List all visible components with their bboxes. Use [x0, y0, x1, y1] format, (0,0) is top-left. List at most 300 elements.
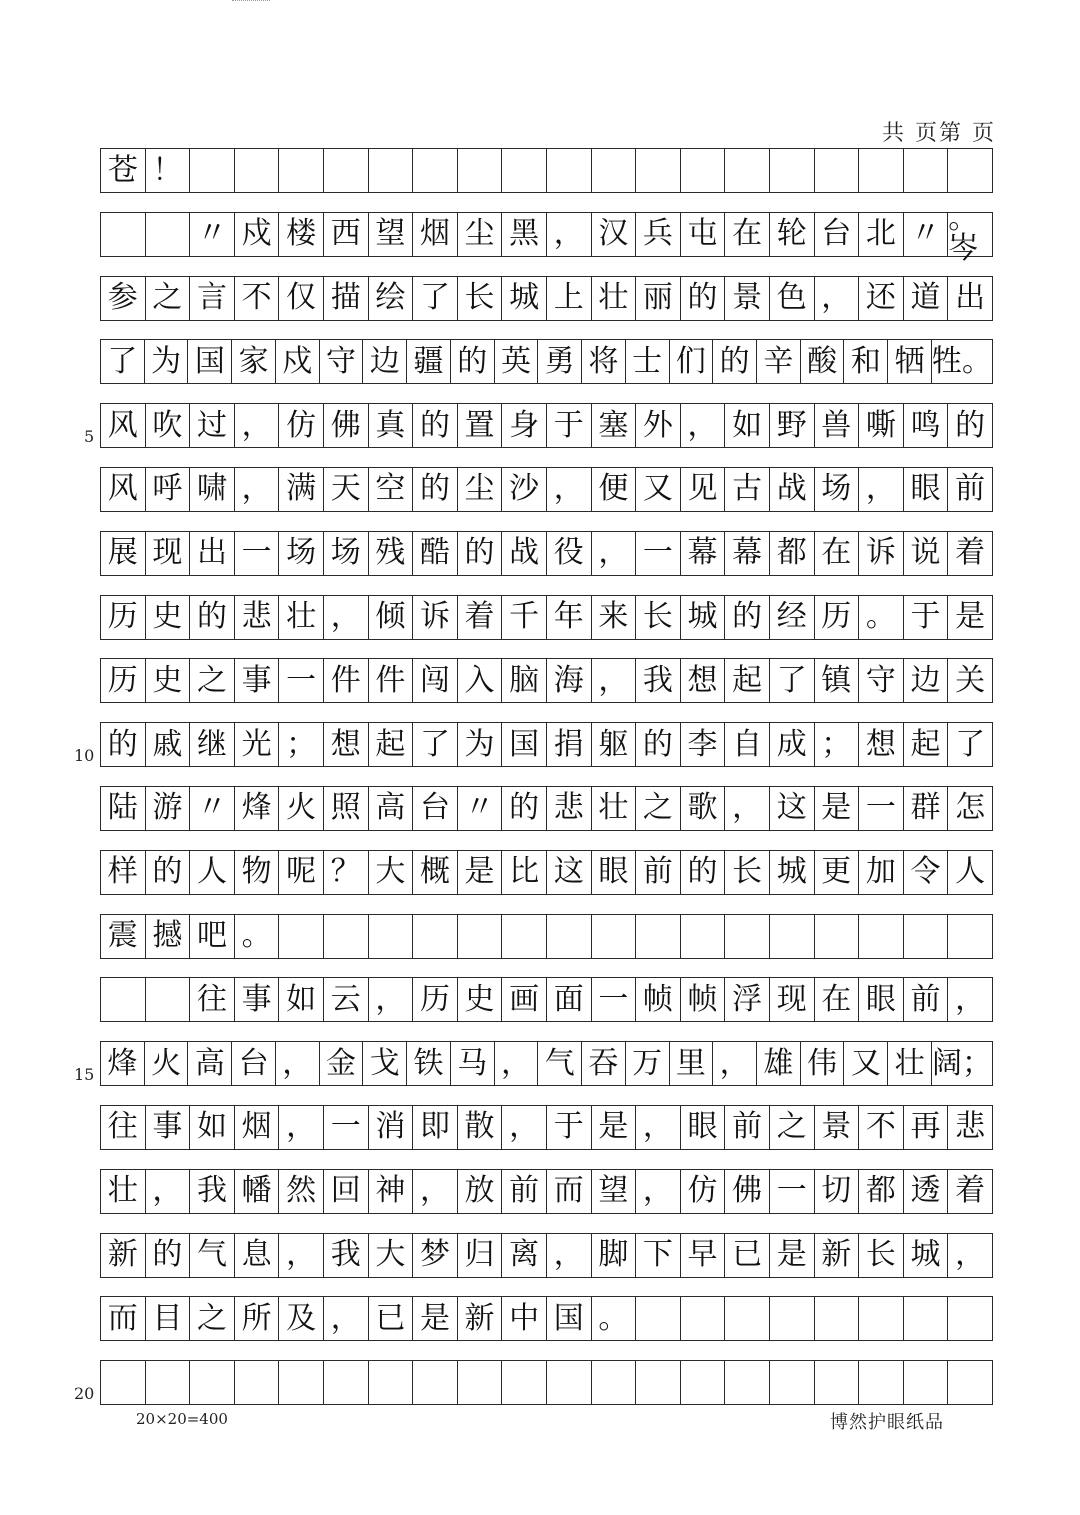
grid-cell: 眼: [592, 851, 637, 894]
grid-cell: [725, 1361, 770, 1404]
grid-cell: 仿: [279, 404, 324, 447]
grid-cell: 照: [324, 787, 369, 830]
grid-cell: 士: [626, 340, 670, 383]
grid-cell: 离: [502, 1234, 547, 1277]
grid-cell: [681, 149, 726, 192]
grid-cell: 场: [279, 532, 324, 575]
grid-cell: 尘: [458, 468, 503, 511]
grid-cell: 件: [369, 659, 414, 702]
grid-cell: 悲: [235, 596, 280, 639]
grid-cell: [636, 1361, 681, 1404]
grid-cell: 的: [681, 851, 726, 894]
grid-cell: [547, 915, 592, 958]
grid-cell: [190, 149, 235, 192]
grid-cell: ，: [955, 981, 986, 1017]
grid-cell: 眼: [859, 978, 904, 1021]
grid-row: [100, 276, 993, 321]
grid-cell: [547, 1361, 592, 1404]
grid-cell: 还: [859, 277, 904, 320]
grid-cell: 如: [190, 1106, 235, 1149]
grid-cell: 又: [844, 1042, 888, 1085]
grid-cell: 望: [369, 213, 414, 256]
grid-cell: 了: [413, 723, 458, 766]
grid-cell: 是: [458, 851, 503, 894]
grid-cell: 想: [681, 659, 726, 702]
grid-cell: 光: [235, 723, 280, 766]
grid-cell: 戈: [363, 1042, 407, 1085]
grid-cell: 便: [592, 468, 637, 511]
grid-cell: 辛: [757, 340, 801, 383]
grid-cell: 仿: [681, 1170, 726, 1213]
grid-cell: 起: [725, 659, 770, 702]
grid-cell: 戍: [276, 340, 320, 383]
grid-cell: 一: [592, 978, 637, 1021]
grid-cell: 兵: [636, 213, 681, 256]
grid-cell: 都: [770, 532, 815, 575]
grid-cell: 入: [458, 659, 503, 702]
grid-cell: 不: [235, 277, 280, 320]
grid-cell: 火: [145, 1042, 189, 1085]
grid-cell: [502, 149, 547, 192]
grid-cell: 关: [955, 662, 986, 698]
grid-cell: 幕: [725, 532, 770, 575]
grid-cell: 家: [232, 340, 276, 383]
grid-cell: 了: [101, 340, 145, 383]
grid-cell: [190, 1361, 235, 1404]
grid-cell: 壮: [592, 277, 637, 320]
grid-cell: [413, 149, 458, 192]
grid-cell: 所: [235, 1297, 280, 1340]
grid-cell: 又: [636, 468, 681, 511]
grid-cell: 长: [859, 1234, 904, 1277]
line-number: 15: [74, 1065, 95, 1085]
grid-cell: 再: [904, 1106, 949, 1149]
grid-cell: 场: [815, 468, 860, 511]
grid-cell: [770, 1361, 815, 1404]
grid-cell: 了: [413, 277, 458, 320]
grid-cell: 外: [636, 404, 681, 447]
page-counter: [882, 116, 996, 147]
grid-cell: 古: [725, 468, 770, 511]
grid-cell: 历: [101, 596, 146, 639]
grid-cell: 言: [190, 277, 235, 320]
grid-cell: ，: [636, 1106, 681, 1149]
grid-cell: 置: [458, 404, 503, 447]
grid-cell: 边: [904, 659, 949, 702]
grid-cell: 塞: [592, 404, 637, 447]
grid-row: [100, 467, 993, 512]
grid-row: [100, 403, 993, 448]
grid-cell: [859, 1361, 904, 1404]
grid-cell: 的: [413, 468, 458, 511]
grid-cell: [547, 149, 592, 192]
grid-cell: 千: [502, 596, 547, 639]
grid-cell: 展: [101, 532, 146, 575]
grid-cell: 高: [369, 787, 414, 830]
grid-cell: [770, 149, 815, 192]
grid-cell: [904, 915, 949, 958]
grid-cell: 回: [324, 1170, 369, 1213]
grid-cell: 是: [770, 1234, 815, 1277]
grid-cell: 这: [770, 787, 815, 830]
grid-cell: 年: [547, 596, 592, 639]
grid-cell: 台: [413, 787, 458, 830]
grid-cell: 新: [458, 1297, 503, 1340]
grid-cell: [279, 149, 324, 192]
grid-cell: ，: [324, 1297, 369, 1340]
grid-cell: [592, 149, 637, 192]
grid-cell: 呼: [146, 468, 191, 511]
grid-cell: 透: [904, 1170, 949, 1213]
grid-cell: ，: [547, 1234, 592, 1277]
grid-cell: 消: [369, 1106, 414, 1149]
grid-cell: 绘: [369, 277, 414, 320]
brand-label: 博然护眼纸品: [830, 1412, 944, 1433]
grid-cell: 想: [324, 723, 369, 766]
grid-cell: 真: [369, 404, 414, 447]
grid-cell: ，: [713, 1042, 757, 1085]
grid-cell: 万: [626, 1042, 670, 1085]
grid-cell: 的: [101, 723, 146, 766]
grid-cell: 长: [458, 277, 503, 320]
grid-cell: 台: [815, 213, 860, 256]
grid-cell: 〃: [190, 213, 235, 256]
grid-cell: [636, 149, 681, 192]
grid-cell: 我: [324, 1234, 369, 1277]
grid-cell: 经: [770, 596, 815, 639]
grid-cell: 色: [770, 277, 815, 320]
grid-cell: [324, 1361, 369, 1404]
grid-cell: [725, 1297, 770, 1340]
grid-cell: 幕: [681, 532, 726, 575]
grid-cell: 勇: [538, 340, 582, 383]
grid-cell: 起: [369, 723, 414, 766]
grid-cell: 一: [324, 1106, 369, 1149]
grid-cell: 现: [146, 532, 191, 575]
grid-cell: 的: [725, 596, 770, 639]
grid-cell: ，: [592, 532, 637, 575]
grid-cell: 散: [458, 1106, 503, 1149]
grid-cell: 壮: [592, 787, 637, 830]
grid-cell: 气: [538, 1042, 582, 1085]
grid-cell: 守: [320, 340, 364, 383]
grid-cell: 新: [815, 1234, 860, 1277]
grid-cell: ，: [495, 1042, 539, 1085]
grid-cell: [770, 1297, 815, 1340]
grid-cell: 长: [725, 851, 770, 894]
grid-cell: 。: [235, 915, 280, 958]
grid-cell: 在: [815, 978, 860, 1021]
grid-cell: 史: [458, 978, 503, 1021]
manuscript-grid: [100, 148, 993, 1424]
grid-cell: 已: [725, 1234, 770, 1277]
grid-cell: 我: [190, 1170, 235, 1213]
grid-cell: 城: [770, 851, 815, 894]
grid-cell: 壮: [888, 1042, 932, 1085]
grid-cell: 怎: [955, 790, 986, 826]
grid-cell: 战: [502, 532, 547, 575]
grid-cell: 的: [955, 407, 986, 443]
grid-cell: [725, 149, 770, 192]
grid-cell: 中: [502, 1297, 547, 1340]
grid-cell: 神: [369, 1170, 414, 1213]
grid-cell: 人: [190, 851, 235, 894]
grid-cell: 一: [636, 532, 681, 575]
grid-cell: 长: [636, 596, 681, 639]
line-number: 10: [74, 746, 95, 766]
grid-cell: 〃: [904, 213, 949, 256]
grid-cell: 雄: [757, 1042, 801, 1085]
grid-size-label: 20×20=400: [136, 1410, 228, 1428]
grid-cell: 是: [592, 1106, 637, 1149]
grid-cell: [324, 915, 369, 958]
grid-cell: 描: [324, 277, 369, 320]
grid-cell: ，: [592, 659, 637, 702]
grid-cell: 道: [904, 277, 949, 320]
grid-cell: 景: [725, 277, 770, 320]
grid-cell: 景: [815, 1106, 860, 1149]
grid-cell: 目: [146, 1297, 191, 1340]
grid-cell: 空: [369, 468, 414, 511]
grid-cell: 样: [101, 851, 146, 894]
grid-cell: 事: [235, 659, 280, 702]
grid-cell: 历: [101, 659, 146, 702]
grid-cell: 国: [502, 723, 547, 766]
grid-cell: [146, 1361, 191, 1404]
grid-cell: 往: [190, 978, 235, 1021]
grid-cell: 着: [955, 535, 986, 571]
grid-cell: 为: [145, 340, 189, 383]
grid-cell: ；: [279, 723, 324, 766]
grid-cell: 归: [458, 1234, 503, 1277]
grid-cell: 放: [458, 1170, 503, 1213]
grid-cell: 的: [458, 532, 503, 575]
grid-cell: 之: [146, 277, 191, 320]
grid-cell: [101, 213, 146, 256]
grid-cell: 烟: [413, 213, 458, 256]
grid-cell: 人: [955, 854, 986, 890]
grid-cell: 是: [955, 599, 986, 635]
grid-cell: [413, 915, 458, 958]
grid-cell: 国: [547, 1297, 592, 1340]
grid-cell: ，: [279, 1106, 324, 1149]
grid-cell: 烽: [235, 787, 280, 830]
grid-cell: 着: [955, 1173, 986, 1209]
grid-cell: 为: [458, 723, 503, 766]
grid-cell: 前: [636, 851, 681, 894]
grid-cell: [948, 149, 992, 192]
grid-cell: 画: [502, 978, 547, 1021]
grid-cell: 下: [636, 1234, 681, 1277]
grid-cell: [859, 1297, 904, 1340]
grid-cell: 将: [582, 340, 626, 383]
grid-cell: 们: [670, 340, 714, 383]
grid-cell: 吹: [146, 404, 191, 447]
grid-cell: 的: [190, 596, 235, 639]
grid-cell: 在: [815, 532, 860, 575]
grid-cell: 高: [188, 1042, 232, 1085]
grid-cell: 伟: [801, 1042, 845, 1085]
grid-cell: 李: [681, 723, 726, 766]
grid-cell: 史: [146, 659, 191, 702]
grid-row: [100, 339, 993, 384]
grid-cell: 沙: [502, 468, 547, 511]
grid-cell: 是: [413, 1297, 458, 1340]
grid-cell: 新: [101, 1234, 146, 1277]
grid-cell: 酸: [801, 340, 845, 383]
grid-cell: 风: [101, 468, 146, 511]
grid-cell: 不: [859, 1106, 904, 1149]
grid-cell: 吞: [582, 1042, 626, 1085]
grid-cell: 大: [369, 851, 414, 894]
grid-cell: 满: [279, 468, 324, 511]
grid-cell: 城: [502, 277, 547, 320]
grid-cell: [815, 149, 860, 192]
grid-cell: 兽: [815, 404, 860, 447]
grid-cell: 历: [413, 978, 458, 1021]
grid-row: [100, 201, 993, 267]
grid-row: [100, 658, 993, 703]
grid-cell: [859, 915, 904, 958]
grid-cell: 在: [725, 213, 770, 256]
grid-cell: 物: [235, 851, 280, 894]
grid-row: [100, 1233, 993, 1278]
line-number: 5: [84, 427, 95, 447]
grid-cell: [146, 978, 191, 1021]
grid-cell: 事: [146, 1106, 191, 1149]
top-mark: [232, 0, 270, 4]
grid-cell: 城: [904, 1234, 949, 1277]
grid-cell: 加: [859, 851, 904, 894]
grid-cell: [636, 915, 681, 958]
grid-cell: [101, 1361, 146, 1404]
grid-cell: 壮: [101, 1170, 146, 1213]
grid-cell: 仅: [279, 277, 324, 320]
line-number: 20: [74, 1384, 95, 1404]
grid-cell: [101, 978, 146, 1021]
grid-cell: 如: [725, 404, 770, 447]
grid-row: [100, 1169, 993, 1214]
grid-cell: 的: [713, 340, 757, 383]
grid-cell: 场: [324, 532, 369, 575]
grid-cell: ，: [636, 1170, 681, 1213]
grid-cell: 尘: [458, 213, 503, 256]
grid-cell: 出: [955, 280, 986, 316]
grid-cell: 说: [904, 532, 949, 575]
grid-row: [100, 1296, 993, 1341]
grid-cell: 。: [592, 1297, 637, 1340]
grid-cell: ；: [815, 723, 860, 766]
grid-cell: 件: [324, 659, 369, 702]
grid-cell: ！: [146, 149, 191, 192]
grid-cell: 面: [547, 978, 592, 1021]
grid-cell: 风: [101, 404, 146, 447]
grid-cell: 诉: [859, 532, 904, 575]
grid-row: [100, 850, 993, 895]
grid-cell: 一: [279, 659, 324, 702]
grid-cell: 和: [844, 340, 888, 383]
grid-cell: [770, 915, 815, 958]
grid-cell: 幡: [235, 1170, 280, 1213]
grid-cell: 悲: [547, 787, 592, 830]
grid-cell: [815, 915, 860, 958]
grid-cell: 早: [681, 1234, 726, 1277]
grid-cell: 群: [904, 787, 949, 830]
grid-cell: 即: [413, 1106, 458, 1149]
grid-cell: 的: [681, 277, 726, 320]
grid-cell: 撼: [146, 915, 191, 958]
grid-cell: 历: [815, 596, 860, 639]
grid-cell: 前: [904, 978, 949, 1021]
grid-cell: 参: [101, 277, 146, 320]
grid-cell: 见: [681, 468, 726, 511]
grid-cell: [904, 149, 949, 192]
grid-cell: 一: [770, 1170, 815, 1213]
grid-cell: 帧: [681, 978, 726, 1021]
grid-cell: 息: [235, 1234, 280, 1277]
grid-cell: [948, 915, 992, 958]
grid-row: [100, 1041, 993, 1086]
grid-cell: 里: [670, 1042, 714, 1085]
grid-cell: 之: [770, 1106, 815, 1149]
grid-cell: 台: [232, 1042, 276, 1085]
grid-cell: 海: [547, 659, 592, 702]
grid-cell: [904, 1297, 949, 1340]
grid-cell: 是: [815, 787, 860, 830]
grid-cell: [904, 1361, 949, 1404]
grid-cell: 悲: [955, 1109, 986, 1145]
grid-cell: 北: [859, 213, 904, 256]
grid-cell: 楼: [279, 213, 324, 256]
grid-cell: 边: [363, 340, 407, 383]
grid-cell: 上: [547, 277, 592, 320]
grid-cell: ，: [369, 978, 414, 1021]
grid-cell: 现: [770, 978, 815, 1021]
grid-cell: 国: [188, 340, 232, 383]
grid-cell: 马: [451, 1042, 495, 1085]
grid-cell: [279, 915, 324, 958]
grid-cell: ？: [324, 851, 369, 894]
grid-cell: ，: [279, 1234, 324, 1277]
grid-cell: ，: [681, 404, 726, 447]
grid-cell: [592, 915, 637, 958]
grid-cell: 而: [547, 1170, 592, 1213]
grid-cell: 一: [235, 532, 280, 575]
grid-cell: 这: [547, 851, 592, 894]
grid-cell: 身: [502, 404, 547, 447]
grid-cell: [815, 1297, 860, 1340]
grid-cell: [458, 149, 503, 192]
grid-cell: [681, 915, 726, 958]
grid-cell: ，: [235, 404, 280, 447]
grid-cell: 守: [859, 659, 904, 702]
grid-cell: 前: [725, 1106, 770, 1149]
grid-cell: 史: [146, 596, 191, 639]
grid-cell: 往: [101, 1106, 146, 1149]
grid-cell: 云: [324, 978, 369, 1021]
grid-cell: ，: [815, 277, 860, 320]
grid-cell: 着: [458, 596, 503, 639]
grid-cell: 烽: [101, 1042, 145, 1085]
grid-row: [100, 786, 993, 831]
grid-cell: ，: [547, 468, 592, 511]
grid-cell: ，: [146, 1170, 191, 1213]
grid-cell: 疆: [407, 340, 451, 383]
grid-cell: 啸: [190, 468, 235, 511]
grid-cell: 镇: [815, 659, 860, 702]
grid-cell: ，: [955, 1237, 986, 1273]
grid-cell: 。岑: [948, 201, 979, 267]
